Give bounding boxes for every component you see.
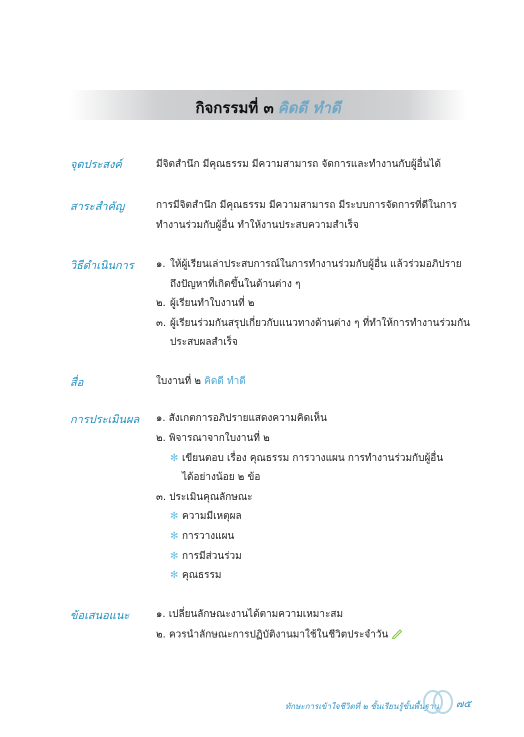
media-worksheet: ใบงานที่ ๒ xyxy=(156,376,201,387)
suggestion-label: ข้อเสนอแนะ xyxy=(70,609,130,622)
trait-item xyxy=(170,529,234,544)
suggestion-item-2-text: ๒. ควรนำลักษณะการปฏิบัติงานมาใช้ในชีวิตประจำวัน xyxy=(156,629,389,641)
essence-line-2: ทำงานร่วมกับผู้อื่น ทำให้งานประสบความสำเร็จ xyxy=(156,220,359,231)
media-text xyxy=(156,374,246,389)
media-highlight: คิดดี ทำดี xyxy=(204,376,246,387)
procedure-item-1-line-2: ถึงปัญหาที่เกิดขึ้นในด้านต่าง ๆ xyxy=(170,279,301,290)
procedure-item-2-line-1: ผู้เรียนทำใบงานที่ ๒ xyxy=(170,298,255,309)
footer-text: ทักษะการเข้าใจชีวิตที่ ๒ ชั้นเรียนรู้ขั้นพื้นฐาน xyxy=(285,702,439,711)
evaluation-item-1: ๑. สังเกตการอภิปรายแสดงความคิดเห็น xyxy=(156,413,327,424)
procedure-item-3-line-2: ประสบผลสำเร็จ xyxy=(170,337,238,348)
title-bar xyxy=(70,90,466,120)
procedure-item-3 xyxy=(156,316,470,331)
procedure-item-1-line-1: ให้ผู้เรียนเล่าประสบการณ์ในการทำงานร่วมกับผู้อื่น แล้วร่วมอภิปราย xyxy=(170,259,462,270)
page-number: ๗๕ xyxy=(456,699,472,710)
title-main: กิจกรรมที่ ๓ xyxy=(195,99,274,117)
trait-item xyxy=(170,509,242,524)
procedure-num-3: ๓. xyxy=(156,318,167,329)
evaluation-item-3: ๓. ประเมินคุณลักษณะ xyxy=(156,492,253,503)
trait-item xyxy=(170,568,221,583)
asterisk-icon: ✻ xyxy=(170,531,179,542)
trait-label: คุณธรรม xyxy=(182,570,222,581)
procedure-item-1 xyxy=(156,257,462,272)
suggestion-item-1: ๑. เปลี่ยนลักษณะงานได้ตามความเหมาะสม xyxy=(156,609,344,620)
asterisk-icon: ✻ xyxy=(170,453,179,464)
suggestion-item-2 xyxy=(156,627,403,643)
evaluation-sub-2-line-1: เขียนตอบ เรื่อง คุณธรรม การวางแผน การทำงานร่วมกับผู้อื่น xyxy=(182,453,444,464)
trait-label: การวางแผน xyxy=(182,531,235,542)
asterisk-icon: ✻ xyxy=(170,511,179,522)
essence-line-1: การมีจิตสำนึก มีคุณธรรม มีความสามารถ มีระบบการจัดการที่ดีในการ xyxy=(156,200,457,211)
trait-item xyxy=(170,549,242,564)
evaluation-label: การประเมินผล xyxy=(70,413,140,426)
evaluation-item-2: ๒. พิจารณาจากใบงานที่ ๒ xyxy=(156,433,270,444)
objective-label: จุดประสงค์ xyxy=(70,158,122,171)
procedure-num-1: ๑. xyxy=(156,259,166,270)
page-title xyxy=(70,96,466,120)
media-label: สื่อ xyxy=(70,376,84,389)
trait-label: ความมีเหตุผล xyxy=(182,511,242,522)
objective-text: มีจิตสำนึก มีคุณธรรม มีความสามารถ จัดการและทำงานกับผู้อื่นได้ xyxy=(156,159,442,170)
essence-label: สาระสำคัญ xyxy=(70,200,125,213)
procedure-label: วิธีดำเนินการ xyxy=(70,259,134,272)
procedure-item-3-line-1: ผู้เรียนร่วมกันสรุปเกี่ยวกับแนวทางด้านต่าง ๆ ที่ทำให้การทำงานร่วมกัน xyxy=(170,318,470,329)
trait-label: การมีส่วนร่วม xyxy=(182,551,242,562)
evaluation-sub-2-line-2: ได้อย่างน้อย ๒ ข้อ xyxy=(182,472,261,483)
pencil-icon xyxy=(391,627,403,642)
title-highlight: คิดดี ทำดี xyxy=(277,99,341,117)
procedure-item-2 xyxy=(156,296,254,311)
procedure-num-2: ๒. xyxy=(156,298,166,309)
footer-logo xyxy=(422,688,454,720)
asterisk-icon: ✻ xyxy=(170,551,179,562)
evaluation-sub-2 xyxy=(170,451,443,466)
asterisk-icon: ✻ xyxy=(170,570,179,581)
